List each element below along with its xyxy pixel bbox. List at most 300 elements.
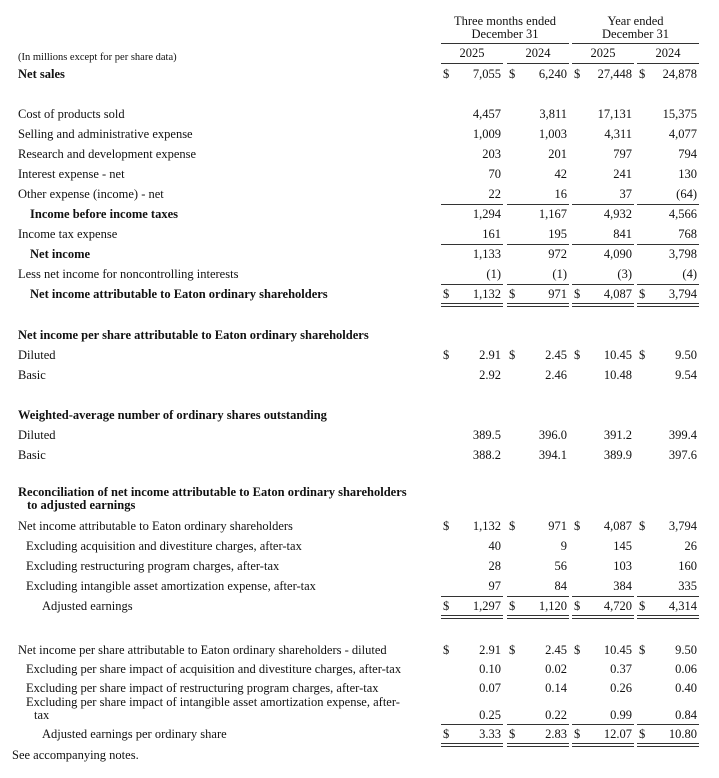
header-three-months-line1: Three months ended [453, 14, 557, 28]
income-statement-label: Research and development expense [18, 147, 197, 161]
currency-symbol: $ [574, 643, 581, 657]
value: 396.0 [538, 428, 567, 442]
eps-cell [637, 347, 699, 363]
value: 0.02 [545, 662, 567, 676]
value: 0.37 [610, 662, 632, 676]
eps-cell [441, 367, 503, 383]
value: 24,878 [662, 67, 697, 81]
currency-symbol: $ [574, 348, 581, 362]
double-underline [507, 303, 569, 307]
value: (64) [676, 187, 697, 201]
value: 4,720 [603, 599, 632, 613]
reconciliation-cell [572, 578, 634, 594]
value: 40 [488, 539, 501, 553]
income-statement-cell [507, 166, 569, 182]
value: 3,794 [668, 287, 697, 301]
currency-symbol: $ [574, 519, 581, 533]
per-share-label: Excluding per share impact of intangible asset amortization expense, after- [26, 695, 400, 709]
per-share-cell [507, 642, 569, 658]
shares-cell [507, 427, 569, 443]
per-share-cell [507, 680, 569, 696]
value: 4,566 [668, 207, 697, 221]
value: 1,294 [472, 207, 501, 221]
shares-cell [572, 447, 634, 463]
currency-symbol: $ [639, 67, 646, 81]
shares-cell [441, 447, 503, 463]
subtotal-rule [507, 244, 569, 245]
reconciliation-cell [572, 518, 634, 534]
income-statement-cell [507, 106, 569, 122]
value: (4) [682, 267, 697, 281]
value: 28 [488, 559, 501, 573]
income-statement-cell [572, 186, 634, 202]
value: 12.07 [603, 727, 632, 741]
per-share-cell [637, 661, 699, 677]
value: 0.07 [479, 681, 501, 695]
shares-cell [507, 447, 569, 463]
reconciliation-cell [441, 558, 503, 574]
income-statement-cell [441, 106, 503, 122]
header-year-ended-line2: December 31 [602, 27, 669, 41]
value: 17,131 [597, 107, 632, 121]
income-statement-cell [572, 126, 634, 142]
per-share-cell [572, 661, 634, 677]
value: 384 [613, 579, 632, 593]
value: 160 [678, 559, 697, 573]
value: 9.50 [675, 348, 697, 362]
subtotal-rule [441, 204, 503, 205]
value: 22 [488, 187, 501, 201]
per-share-cell [637, 707, 699, 723]
reconciliation-cell [637, 538, 699, 554]
income-statement-cell [507, 246, 569, 262]
subtotal-rule [507, 724, 569, 725]
shares-label: Diluted [18, 428, 56, 442]
reconciliation-label: Excluding restructuring program charges, after-tax [26, 559, 280, 573]
value: (1) [552, 267, 567, 281]
eps-section-title: Net income per share attributable to Eaton ordinary shareholders [18, 328, 369, 342]
header-three-months-line2: December 31 [471, 27, 539, 41]
currency-symbol: $ [574, 727, 581, 741]
value: 0.40 [675, 681, 697, 695]
currency-symbol: $ [574, 67, 581, 81]
subtotal-rule [637, 724, 699, 725]
reconciliation-cell [572, 538, 634, 554]
value: 0.25 [479, 708, 501, 722]
value: 0.99 [610, 708, 632, 722]
header-rule [441, 43, 569, 44]
value: 841 [613, 227, 632, 241]
year-rule [441, 63, 503, 64]
income-statement-label: Less net income for noncontrolling interests [18, 267, 239, 281]
subtotal-rule [637, 204, 699, 205]
per-share-cell [572, 642, 634, 658]
eps-label: Basic [18, 368, 46, 382]
income-statement-cell [637, 106, 699, 122]
income-statement-label: Other expense (income) - net [18, 187, 164, 201]
per-share-cell [637, 642, 699, 658]
value: 9 [560, 539, 567, 553]
income-statement-cell [572, 206, 634, 222]
subtotal-rule [441, 724, 503, 725]
year-header: 2024 [525, 46, 551, 60]
income-statement-cell [441, 286, 503, 302]
reconciliation-cell [441, 538, 503, 554]
value: 4,314 [668, 599, 697, 613]
reconciliation-cell [507, 538, 569, 554]
value: 4,087 [603, 519, 632, 533]
income-statement-cell [441, 226, 503, 242]
value: 42 [554, 167, 567, 181]
income-statement-cell [441, 166, 503, 182]
adjusted-eps-cell [507, 726, 569, 742]
income-statement-cell [507, 266, 569, 282]
currency-symbol: $ [574, 599, 581, 613]
double-underline [441, 743, 503, 747]
currency-symbol: $ [639, 348, 646, 362]
double-underline [637, 615, 699, 619]
subtotal-rule [507, 284, 569, 285]
value: 9.54 [675, 368, 697, 382]
per-share-cell [441, 661, 503, 677]
subtotal-rule [441, 244, 503, 245]
value: 3.33 [479, 727, 501, 741]
eps-cell [572, 347, 634, 363]
reconciliation-cell [507, 518, 569, 534]
per-share-cell [507, 707, 569, 723]
currency-symbol: $ [639, 643, 646, 657]
currency-symbol: $ [443, 67, 450, 81]
value: 6,240 [538, 67, 567, 81]
double-underline [507, 615, 569, 619]
income-statement-label: Interest expense - net [18, 167, 125, 181]
subtotal-rule [572, 724, 634, 725]
currency-symbol: $ [443, 348, 450, 362]
value: 399.4 [668, 428, 697, 442]
income-statement-cell [441, 186, 503, 202]
value: 4,311 [604, 127, 632, 141]
net-sales-cell [637, 66, 699, 82]
value: 201 [548, 147, 567, 161]
value: 84 [554, 579, 567, 593]
shares-cell [441, 427, 503, 443]
value: 0.22 [545, 708, 567, 722]
income-statement-label: Net income attributable to Eaton ordinary shareholders [30, 287, 328, 301]
reconciliation-cell [637, 578, 699, 594]
value: 971 [548, 287, 567, 301]
shares-section-title: Weighted-average number of ordinary shares outstanding [18, 408, 327, 422]
per-share-cell [441, 707, 503, 723]
value: 2.91 [479, 643, 501, 657]
header-three-months [441, 15, 569, 41]
value: 10.45 [603, 348, 632, 362]
per-share-cell [441, 642, 503, 658]
reconciliation-cell [637, 598, 699, 614]
units-note: (In millions except for per share data) [18, 52, 177, 63]
adjusted-eps-cell [572, 726, 634, 742]
income-statement-label: Income before income taxes [30, 207, 178, 221]
value: (1) [486, 267, 501, 281]
value: 2.92 [479, 368, 501, 382]
value: 1,003 [538, 127, 567, 141]
reconciliation-cell [507, 598, 569, 614]
reconciliation-cell [441, 518, 503, 534]
subtotal-rule [572, 596, 634, 597]
value: 10.80 [668, 727, 697, 741]
currency-symbol: $ [509, 287, 516, 301]
value: 1,132 [472, 519, 501, 533]
currency-symbol: $ [509, 519, 516, 533]
per-share-cell [572, 680, 634, 696]
currency-symbol: $ [509, 727, 516, 741]
reconciliation-cell [441, 578, 503, 594]
net-sales-label: Net sales [18, 67, 65, 81]
value: 1,297 [472, 599, 501, 613]
per-share-label: Excluding per share impact of restructuring program charges, after-tax [26, 681, 379, 695]
value: 391.2 [603, 428, 632, 442]
shares-label: Basic [18, 448, 46, 462]
double-underline [507, 743, 569, 747]
eps-cell [637, 367, 699, 383]
subtotal-rule [572, 244, 634, 245]
net-sales-cell [507, 66, 569, 82]
subtotal-rule [507, 204, 569, 205]
value: 0.84 [675, 708, 697, 722]
value: 15,375 [662, 107, 697, 121]
subtotal-rule [507, 596, 569, 597]
income-statement-cell [507, 206, 569, 222]
per-share-label-line2: tax [34, 708, 50, 722]
subtotal-rule [441, 284, 503, 285]
value: 768 [678, 227, 697, 241]
reconciliation-cell [572, 598, 634, 614]
double-underline [572, 303, 634, 307]
value: 241 [613, 167, 632, 181]
income-statement-cell [507, 126, 569, 142]
reconciliation-title-line2: to adjusted earnings [27, 498, 136, 512]
value: 3,794 [668, 519, 697, 533]
value: 3,811 [539, 107, 567, 121]
income-statement-cell [441, 206, 503, 222]
value: 26 [684, 539, 697, 553]
income-statement-label: Income tax expense [18, 227, 118, 241]
value: 56 [554, 559, 567, 573]
income-statement-cell [572, 106, 634, 122]
reconciliation-label: Net income attributable to Eaton ordinary shareholders [18, 519, 293, 533]
subtotal-rule [637, 596, 699, 597]
income-statement-cell [637, 266, 699, 282]
value: 797 [613, 147, 632, 161]
currency-symbol: $ [639, 287, 646, 301]
currency-symbol: $ [443, 519, 450, 533]
value: 394.1 [538, 448, 567, 462]
income-statement-cell [637, 186, 699, 202]
adjusted-eps-cell [441, 726, 503, 742]
currency-symbol: $ [443, 643, 450, 657]
value: 2.46 [545, 368, 567, 382]
income-statement-cell [507, 286, 569, 302]
value: 0.14 [545, 681, 567, 695]
adjusted-eps-label: Adjusted earnings per ordinary share [42, 727, 227, 741]
header-rule [572, 43, 699, 44]
income-statement-cell [507, 146, 569, 162]
value: (3) [617, 267, 632, 281]
reconciliation-label: Excluding acquisition and divestiture charges, after-tax [26, 539, 302, 553]
value: 388.2 [472, 448, 501, 462]
income-statement-cell [441, 126, 503, 142]
value: 1,120 [538, 599, 567, 613]
footnote: See accompanying notes. [12, 748, 139, 762]
reconciliation-title: Reconciliation of net income attributable to Eaton ordinary shareholders [18, 485, 407, 499]
value: 3,798 [668, 247, 697, 261]
shares-cell [637, 427, 699, 443]
currency-symbol: $ [574, 287, 581, 301]
double-underline [441, 303, 503, 307]
eps-cell [441, 347, 503, 363]
income-statement-label: Net income [30, 247, 91, 261]
income-statement-cell [572, 266, 634, 282]
value: 794 [678, 147, 697, 161]
subtotal-rule [637, 244, 699, 245]
header-year-ended [572, 15, 699, 41]
per-share-label: Excluding per share impact of acquisition and divestiture charges, after-tax [26, 662, 402, 676]
income-statement-cell [637, 206, 699, 222]
double-underline [572, 743, 634, 747]
value: 1,009 [472, 127, 501, 141]
shares-cell [572, 427, 634, 443]
reconciliation-cell [507, 578, 569, 594]
value: 145 [613, 539, 632, 553]
value: 37 [619, 187, 632, 201]
year-header: 2025 [459, 46, 485, 60]
value: 161 [482, 227, 501, 241]
income-statement-cell [637, 166, 699, 182]
adjusted-eps-cell [637, 726, 699, 742]
income-statement-cell [637, 126, 699, 142]
value: 4,077 [668, 127, 697, 141]
income-statement-cell [637, 146, 699, 162]
income-statement-cell [572, 146, 634, 162]
value: 1,133 [472, 247, 501, 261]
currency-symbol: $ [509, 599, 516, 613]
value: 0.06 [675, 662, 697, 676]
income-statement-cell [441, 246, 503, 262]
value: 2.83 [545, 727, 567, 741]
income-statement-cell [441, 266, 503, 282]
value: 7,055 [472, 67, 501, 81]
value: 70 [488, 167, 501, 181]
eps-cell [507, 367, 569, 383]
income-statement-label: Cost of products sold [18, 107, 125, 121]
income-statement-cell [441, 146, 503, 162]
income-statement-cell [507, 226, 569, 242]
income-statement-cell [572, 286, 634, 302]
value: 0.10 [479, 662, 501, 676]
currency-symbol: $ [443, 287, 450, 301]
reconciliation-cell [637, 558, 699, 574]
subtotal-rule [572, 284, 634, 285]
year-header: 2025 [590, 46, 616, 60]
value: 4,932 [603, 207, 632, 221]
double-underline [637, 743, 699, 747]
value: 971 [548, 519, 567, 533]
year-rule [637, 63, 699, 64]
reconciliation-label: Adjusted earnings [42, 599, 133, 613]
value: 10.48 [603, 368, 632, 382]
income-statement-cell [637, 246, 699, 262]
eps-cell [507, 347, 569, 363]
value: 389.5 [472, 428, 501, 442]
value: 97 [488, 579, 501, 593]
reconciliation-cell [441, 598, 503, 614]
currency-symbol: $ [443, 727, 450, 741]
double-underline [441, 615, 503, 619]
value: 397.6 [668, 448, 697, 462]
reconciliation-cell [572, 558, 634, 574]
currency-symbol: $ [639, 599, 646, 613]
income-statement-cell [637, 226, 699, 242]
income-statement-cell [572, 246, 634, 262]
value: 9.50 [675, 643, 697, 657]
value: 4,457 [472, 107, 501, 121]
subtotal-rule [441, 596, 503, 597]
reconciliation-label: Excluding intangible asset amortization expense, after-tax [26, 579, 316, 593]
value: 4,087 [603, 287, 632, 301]
shares-cell [637, 447, 699, 463]
value: 130 [678, 167, 697, 181]
eps-label: Diluted [18, 348, 56, 362]
per-share-cell [637, 680, 699, 696]
header-year-ended-line1: Year ended [607, 14, 664, 28]
reconciliation-cell [507, 558, 569, 574]
value: 2.91 [479, 348, 501, 362]
income-statement-cell [637, 286, 699, 302]
value: 389.9 [603, 448, 632, 462]
value: 10.45 [603, 643, 632, 657]
subtotal-rule [572, 204, 634, 205]
per-share-cell [507, 661, 569, 677]
year-rule [572, 63, 634, 64]
per-share-cell [441, 680, 503, 696]
value: 4,090 [603, 247, 632, 261]
currency-symbol: $ [443, 599, 450, 613]
year-rule [507, 63, 569, 64]
value: 2.45 [545, 643, 567, 657]
currency-symbol: $ [639, 519, 646, 533]
income-statement-label: Selling and administrative expense [18, 127, 193, 141]
income-statement-cell [507, 186, 569, 202]
double-underline [572, 615, 634, 619]
value: 195 [548, 227, 567, 241]
value: 972 [548, 247, 567, 261]
currency-symbol: $ [509, 643, 516, 657]
per-share-cell [572, 707, 634, 723]
eps-cell [572, 367, 634, 383]
income-statement-cell [572, 166, 634, 182]
value: 1,167 [538, 207, 567, 221]
year-header: 2024 [655, 46, 681, 60]
currency-symbol: $ [509, 67, 516, 81]
value: 335 [678, 579, 697, 593]
value: 103 [613, 559, 632, 573]
income-statement-cell [572, 226, 634, 242]
value: 2.45 [545, 348, 567, 362]
reconciliation-cell [637, 518, 699, 534]
per-share-label: Net income per share attributable to Eaton ordinary shareholders - diluted [18, 643, 387, 657]
net-sales-cell [572, 66, 634, 82]
value: 203 [482, 147, 501, 161]
net-sales-cell [441, 66, 503, 82]
